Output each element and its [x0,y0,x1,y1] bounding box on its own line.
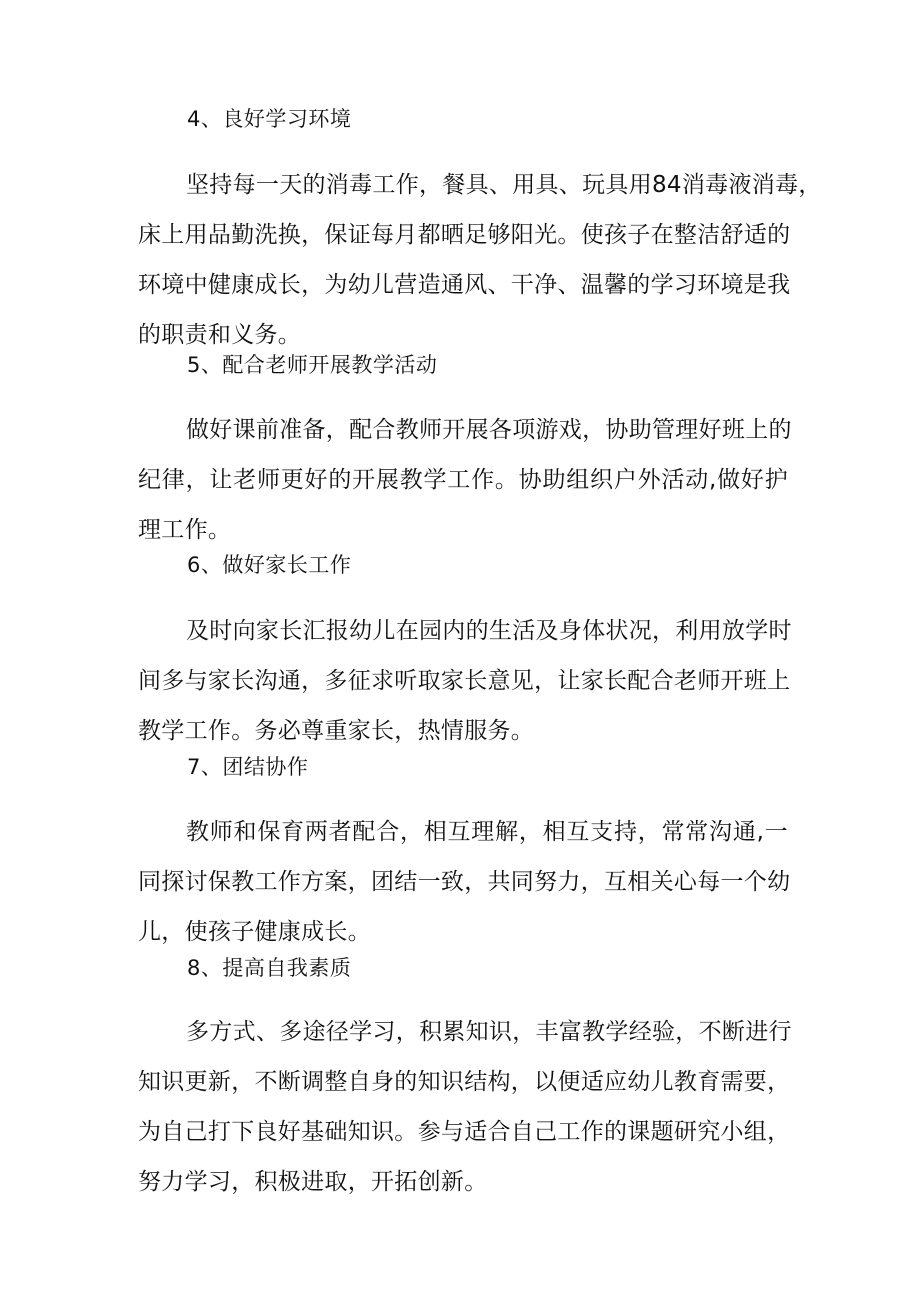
section-paragraph-4 [138,160,822,360]
section-paragraph-5 [138,405,792,555]
section-heading-8: 8、提高自我素质 [187,956,352,980]
section-heading-4: 4、良好学习环境 [187,107,352,131]
paragraph-line: 努力学习，积极进取，开拓创新。 [138,1169,488,1195]
paragraph-line: 知识更新，不断调整自身的知识结构，以便适应幼儿教育需要， [138,1069,791,1095]
paragraph-line: 同探讨保教工作方案，团结一致，共同努力，互相关心每一个幼 [138,869,791,895]
paragraph-line: 教学工作。务必尊重家长，热情服务。 [138,718,535,744]
paragraph-line: 教师和保育两者配合，相互理解，相互支持，常常沟通,一 [186,819,788,845]
paragraph-line: 纪律，让老师更好的开展教学工作。协助组织户外活动,做好护 [138,467,788,493]
paragraph-line: 坚持每一天的消毒工作，餐具、用具、玩具用84消毒液消毒， [186,172,822,198]
paragraph-line: 的职责和义务。 [138,322,302,348]
paragraph-line: 理工作。 [138,517,232,543]
paragraph-line: 做好课前准备，配合教师开展各项游戏，协助管理好班上的 [186,417,792,443]
section-heading-7: 7、团结协作 [187,755,309,779]
paragraph-line: 间多与家长沟通，多征求听取家长意见，让家长配合老师开班上 [138,668,791,694]
paragraph-line: 儿，使孩子健康成长。 [138,919,371,945]
paragraph-line: 及时向家长汇报幼儿在园内的生活及身体状况，利用放学时 [186,618,792,644]
paragraph-line: 床上用品勤洗换，保证每月都晒足够阳光。使孩子在整洁舒适的 [138,222,791,248]
section-paragraph-8 [138,1007,792,1207]
paragraph-line: 为自己打下良好基础知识。参与适合自己工作的课题研究小组， [138,1119,791,1145]
paragraph-line: 环境中健康成长，为幼儿营造通风、干净、温馨的学习环境是我 [138,272,791,298]
section-heading-5: 5、配合老师开展教学活动 [187,353,438,377]
section-paragraph-7 [138,807,791,957]
paragraph-line: 多方式、多途径学习，积累知识，丰富教学经验，不断进行 [186,1019,792,1045]
section-heading-6: 6、做好家长工作 [187,553,352,577]
section-paragraph-6 [138,606,792,756]
